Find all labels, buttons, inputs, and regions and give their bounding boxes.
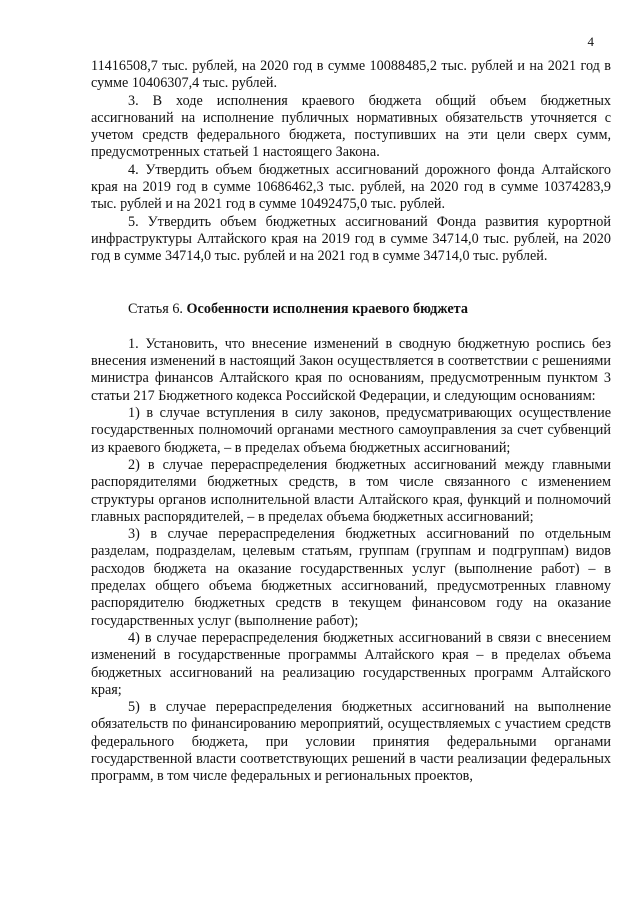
article-subitem-2: 2) в случае перераспределения бюджетных ассигнований между главными распорядителями бюджетных средств, в том числе связанного с изменением структуры органов исполнительной власти Алтайского края, функций и полномочий главных распорядителей, – в пределах объема бюджетных ассигнований; bbox=[91, 456, 611, 525]
section-gap bbox=[91, 266, 611, 301]
article-title: Особенности исполнения краевого бюджета bbox=[186, 300, 468, 317]
document-body bbox=[91, 58, 611, 786]
article-prefix: Статья 6. bbox=[128, 300, 183, 317]
paragraph-item-5: 5. Утвердить объем бюджетных ассигнований Фонда развития курортной инфраструктуры Алтайского края на 2019 год в сумме 34714,0 тыс. рублей, на 2020 год в сумме 34714,0 тыс. рублей и на 2021 год в сумме 34714,0 тыс. рублей. bbox=[91, 213, 611, 265]
heading-gap bbox=[91, 318, 611, 336]
article-subitem-5: 5) в случае перераспределения бюджетных ассигнований на выполнение обязательств по финансированию мероприятий, осуществляемых с участием средств федерального бюджета, при условии принятия федеральными органами государственной власти соответствующих решений в части реализации федеральных программ, в том числе федеральных и региональных проектов, bbox=[91, 699, 611, 785]
paragraph-continuation: 11416508,7 тыс. рублей, на 2020 год в сумме 10088485,2 тыс. рублей и на 2021 год в сумме 10406307,4 тыс. рублей. bbox=[91, 58, 611, 92]
paragraph-item-4: 4. Утвердить объем бюджетных ассигнований дорожного фонда Алтайского края на 2019 год в сумме 10686462,3 тыс. рублей, на 2020 год в сумме 10374283,9 тыс. рублей и на 2021 год в сумме 10492475,0 тыс. рублей. bbox=[91, 161, 611, 213]
article-subitem-3: 3) в случае перераспределения бюджетных ассигнований по отдельным разделам, подразделам, целевым статьям, группам (группам и подгруппам) видов расходов бюджета на оказание государственных услуг (выполнение работ) – в пределах общего объема бюджетных ассигнований, предусмотренных главному распорядителю бюджетных средств в текущем финансовом году на оказание государственных услуг (выполнение работ); bbox=[91, 526, 611, 629]
article-subitem-1: 1) в случае вступления в силу законов, предусматривающих осуществление государственных полномочий органами местного самоуправления за счет субвенций из краевого бюджета, – в пределах объема бюджетных ассигнований; bbox=[91, 405, 611, 456]
article-heading bbox=[91, 301, 611, 318]
article-paragraph-1: 1. Установить, что внесение изменений в сводную бюджетную роспись без внесения изменений в настоящий Закон осуществляется в соответствии с решениями министра финансов Алтайского края по основаниям, предусмотренным пунктом 3 статьи 217 Бюджетного кодекса Российской Федерации, и следующим основаниям: bbox=[91, 335, 611, 404]
article-subitem-4: 4) в случае перераспределения бюджетных ассигнований в связи с внесением изменений в государственные программы Алтайского края – в пределах объема бюджетных ассигнований на реализацию государственных программ Алтайского края; bbox=[91, 629, 611, 698]
page-number: 4 bbox=[587, 34, 594, 49]
paragraph-item-3: 3. В ходе исполнения краевого бюджета общий объем бюджетных ассигнований на исполнение публичных нормативных обязательств уточняется с учетом средств федерального бюджета, поступивших на эти цели сверх сумм, предусмотренных статьей 1 настоящего Закона. bbox=[91, 92, 611, 161]
